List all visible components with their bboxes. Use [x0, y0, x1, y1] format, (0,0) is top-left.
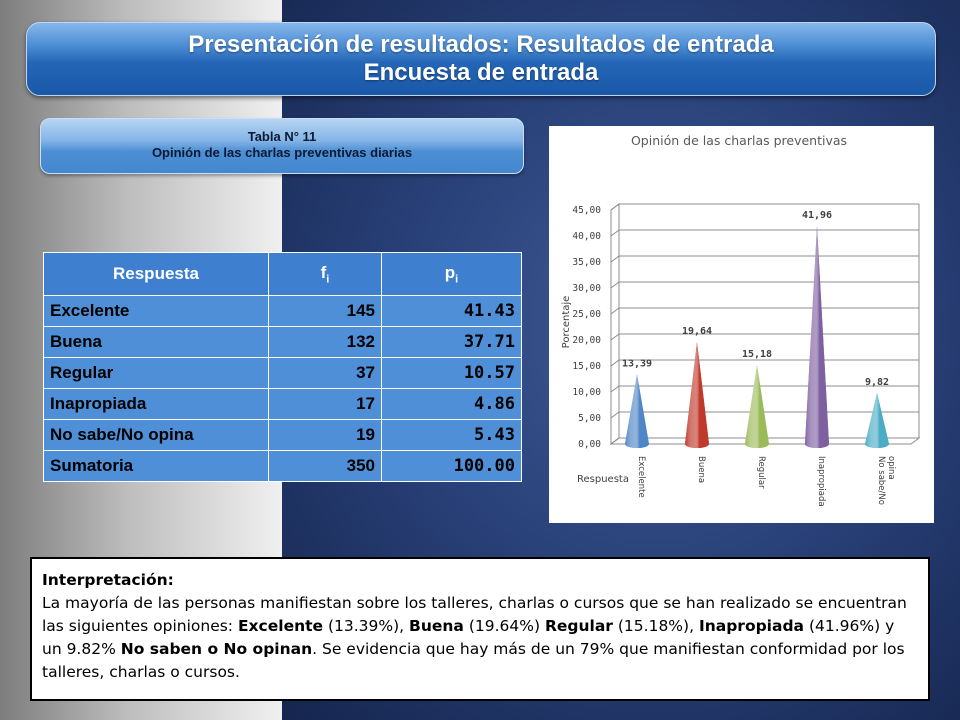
table-row — [44, 389, 522, 420]
bar-cone-inapropiada — [805, 226, 829, 448]
cell-respuesta: Inapropiada — [44, 389, 269, 420]
interp-text-part: (41.96%) y un 9.82% — [42, 617, 895, 658]
interp-text-part: (19.64%) — [463, 617, 545, 635]
results-table — [43, 252, 522, 482]
interp-bold-no-saben: No saben o No opinan — [120, 640, 313, 658]
cell-fi: 37 — [269, 358, 382, 389]
cone-shading — [685, 342, 709, 448]
x-tick-label: No sabe/No — [876, 456, 886, 505]
header-respuesta: Respuesta — [44, 253, 269, 296]
page-title: Presentación de resultados: Resultados de entrada — [188, 31, 774, 58]
bar-chart — [549, 126, 934, 523]
cone-shading — [745, 365, 769, 448]
table-header-row — [44, 253, 522, 296]
chart-panel — [549, 126, 934, 523]
chart-y-axis-label: Porcentaje — [561, 295, 572, 349]
interp-bold-buena: Buena — [409, 617, 464, 635]
subscript-i: i — [455, 273, 459, 286]
data-label: 13,39 — [621, 358, 653, 370]
header-fi: $f_i$ — [269, 253, 382, 296]
x-tick-label: Excelente — [636, 456, 646, 498]
chart-x-axis-label: Respuesta — [577, 474, 629, 485]
y-tick-label: 15,00 — [572, 361, 601, 372]
bar-cone-excelente — [625, 374, 649, 448]
cell-pi: 37.71 — [382, 327, 522, 358]
subscript-i: i — [326, 273, 330, 286]
table-number: Tabla N° 11 — [247, 129, 317, 144]
cell-respuesta: Regular — [44, 358, 269, 389]
table-row — [44, 358, 522, 389]
table-row — [44, 296, 522, 327]
chart-side-wall — [611, 204, 619, 444]
interp-text-part: (15.18%), — [612, 617, 699, 635]
cell-fi: 19 — [269, 420, 382, 451]
cell-pi: 5.43 — [382, 420, 522, 451]
cone-shading — [865, 393, 889, 448]
cone-shading — [805, 226, 829, 448]
y-tick-label: 25,00 — [572, 309, 601, 320]
y-tick-label: 0,00 — [578, 439, 601, 450]
header-pi: $p_i$ — [382, 253, 522, 296]
y-tick-label: 45,00 — [572, 205, 601, 216]
data-label: 19,64 — [681, 325, 713, 337]
interpretation-text — [42, 592, 918, 684]
cone-shading — [625, 374, 649, 448]
gridline — [611, 360, 919, 366]
gridline — [611, 282, 919, 288]
interp-text-part: La mayoría de las personas manifiestan sobre los talleres, charlas o cursos que se han realizado se encuentran las siguientes opiniones: — [42, 594, 907, 635]
y-tick-label: 30,00 — [572, 283, 601, 294]
gridline — [611, 308, 919, 314]
x-tick-label: Buena — [696, 456, 706, 484]
interp-bold-excelente: Excelente — [237, 617, 324, 635]
cell-fi: 350 — [269, 451, 382, 482]
data-label: 9,82 — [864, 376, 890, 388]
cell-fi: 17 — [269, 389, 382, 420]
cell-fi: 145 — [269, 296, 382, 327]
interp-bold-inapropiada: Inapropiada — [698, 617, 805, 635]
y-tick-label: 20,00 — [572, 335, 601, 346]
cell-respuesta: No sabe/No opina — [44, 420, 269, 451]
cell-respuesta: Buena — [44, 327, 269, 358]
bar-cone-buena — [685, 342, 709, 448]
y-tick-label: 40,00 — [572, 231, 601, 242]
y-tick-label: 10,00 — [572, 387, 601, 398]
table-row — [44, 451, 522, 482]
interp-text-part: (13.39%), — [323, 617, 410, 635]
gridline — [611, 230, 919, 236]
data-label: 41,96 — [801, 209, 833, 221]
gridline — [611, 256, 919, 262]
table-row — [44, 327, 522, 358]
table-caption-box — [40, 118, 524, 174]
x-tick-label: Regular — [756, 456, 766, 489]
cell-pi: 41.43 — [382, 296, 522, 327]
cell-pi: 4.86 — [382, 389, 522, 420]
title-banner — [26, 22, 936, 96]
interpretation-box — [30, 557, 930, 701]
table-title: Opinión de las charlas preventivas diarias — [151, 145, 413, 160]
cell-fi: 132 — [269, 327, 382, 358]
chart-title: Opinión de las charlas preventivas — [630, 133, 848, 148]
interp-text-part: . Se evidencia que hay más de un 79% que manifiestan conformidad por los talleres, charlas o cursos. — [42, 640, 905, 681]
x-tick-label: opina — [886, 456, 896, 480]
cell-respuesta: Excelente — [44, 296, 269, 327]
interp-bold-regular: Regular — [544, 617, 613, 635]
interpretation-heading: Interpretación: — [42, 571, 174, 589]
bar-cone-no-sabe-no-opina — [865, 393, 889, 448]
bar-cone-regular — [745, 365, 769, 448]
page-subtitle: Encuesta de entrada — [363, 59, 599, 86]
x-tick-label: Inapropiada — [816, 456, 826, 507]
gridline — [611, 204, 919, 210]
table-row — [44, 420, 522, 451]
cell-pi: 100.00 — [382, 451, 522, 482]
gridline — [611, 334, 919, 340]
y-tick-label: 35,00 — [572, 257, 601, 268]
y-tick-label: 5,00 — [578, 413, 601, 424]
cell-pi: 10.57 — [382, 358, 522, 389]
cell-respuesta: Sumatoria — [44, 451, 269, 482]
data-label: 15,18 — [741, 349, 773, 361]
